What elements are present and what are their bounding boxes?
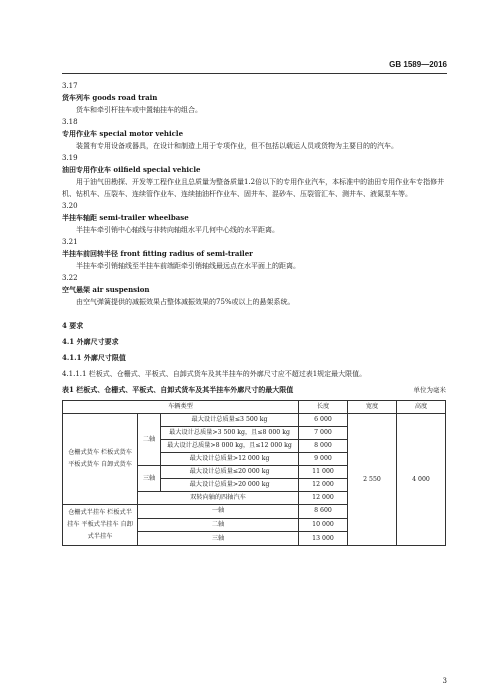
standard-code: GB 1589—2016 (389, 60, 447, 69)
axle-cell: 二轴 (138, 414, 161, 466)
term-title: 货车列车 goods road train (62, 93, 158, 102)
condition-cell: 最大设计总质量>3 500 kg，且≤8 000 kg (161, 427, 299, 440)
term-3-20 (62, 200, 446, 236)
term-number: 3.19 (62, 154, 78, 162)
document-body (62, 80, 446, 546)
axle-cell: 三轴 (138, 466, 161, 492)
subsection-heading: 4.1.1 外廓尺寸限值 (62, 353, 126, 362)
width-cell: 2 550 (348, 414, 397, 546)
length-cell: 12 000 (299, 479, 348, 492)
term-3-18 (62, 116, 446, 152)
length-cell: 10 000 (299, 518, 348, 532)
table-header-row (63, 401, 446, 414)
length-cell: 7 000 (299, 427, 348, 440)
term-title: 半挂车轴距 semi-trailer wheelbase (62, 213, 189, 222)
length-cell: 8 000 (299, 440, 348, 453)
header-vehicle-type: 车辆类型 (63, 401, 299, 414)
term-number: 3.17 (62, 82, 78, 90)
table-row (63, 414, 446, 427)
term-definition: 半挂车牵引销轴线至半挂车前端距牵引销轴线最远点在水平面上的距离。 (76, 262, 300, 270)
term-3-22 (62, 272, 446, 308)
axle-cell: 二轴 (138, 518, 299, 532)
condition-cell: 最大设计总质量≤20 000 kg (161, 466, 299, 479)
length-cell: 8 600 (299, 505, 348, 519)
truck-group-cell: 仓栅式货车 栏板式货车 平板式货车 自卸式货车 (63, 414, 138, 505)
length-cell: 9 000 (299, 453, 348, 466)
length-cell: 13 000 (299, 532, 348, 546)
condition-cell: 双转向轴的四轴汽车 (138, 492, 299, 505)
term-number: 3.21 (62, 238, 78, 246)
term-3-17 (62, 80, 446, 116)
section-heading: 4 要求 (62, 321, 84, 330)
subsection-heading: 4.1 外廓尺寸要求 (62, 337, 119, 346)
header-height: 高度 (397, 401, 446, 414)
height-cell: 4 000 (397, 414, 446, 546)
table-caption: 表1 栏板式、仓栅式、平板式、自卸式货车及其半挂车外廓尺寸的最大限值 (62, 385, 294, 394)
axle-cell: 一轴 (138, 505, 299, 519)
term-definition: 用于油气田勘探、开发等工程作业且总质量为整备质量1.2倍以下的专用作业汽车，本标准中的油田专用作业车专指修井机、钻机车、压裂车、连续管作业车、连续抽油杆作业车、固井车、混砂车、压裂管汇车、测井车、液氮泵车等。 (62, 178, 445, 198)
term-definition: 由空气弹簧提供的减振效果占整体减振效果的75%或以上的悬架系统。 (76, 298, 295, 306)
term-title: 半挂车前回转半径 front fitting radius of semi-trailer (62, 249, 253, 258)
condition-cell: 最大设计总质量≤3 500 kg (161, 414, 299, 427)
term-definition: 半挂车牵引销中心轴线与非转向轴组水平几何中心线的水平距离。 (76, 226, 279, 234)
header-rule (62, 73, 447, 74)
table-caption-row (62, 384, 446, 396)
axle-cell: 三轴 (138, 532, 299, 546)
term-number: 3.20 (62, 202, 78, 210)
condition-cell: 最大设计总质量>20 000 kg (161, 479, 299, 492)
table-unit: 单位为毫米 (413, 386, 446, 394)
trailer-group-cell: 仓栅式半挂车 栏板式半挂车 平板式半挂车 自卸式半挂车 (63, 505, 138, 546)
condition-cell: 最大设计总质量>8 000 kg，且≤12 000 kg (161, 440, 299, 453)
length-cell: 12 000 (299, 492, 348, 505)
term-title: 空气悬架 air suspension (62, 285, 150, 294)
term-number: 3.22 (62, 274, 78, 282)
dimension-limits-table (62, 400, 446, 546)
page-number: 3 (442, 677, 447, 685)
term-3-19 (62, 152, 446, 200)
term-definition: 货车和牵引杆挂车或中置轴挂车的组合。 (76, 106, 202, 114)
term-title: 油田专用作业车 oilfield special vehicle (62, 165, 201, 174)
term-3-21 (62, 236, 446, 272)
condition-cell: 最大设计总质量>12 000 kg (161, 453, 299, 466)
length-cell: 6 000 (299, 414, 348, 427)
term-number: 3.18 (62, 118, 78, 126)
term-title: 专用作业车 special motor vehicle (62, 129, 184, 138)
clause-paragraph: 4.1.1.1 栏板式、仓栅式、平板式、自卸式货车及其半挂车的外廓尺寸应不超过表1规定最大限值。 (62, 370, 367, 378)
term-definition: 装置有专用设备或器具，在设计和制造上用于专项作业，但不包括以载运人员或货物为主要目的的汽车。 (76, 142, 398, 150)
header-length: 长度 (299, 401, 348, 414)
length-cell: 11 000 (299, 466, 348, 479)
header-width: 宽度 (348, 401, 397, 414)
